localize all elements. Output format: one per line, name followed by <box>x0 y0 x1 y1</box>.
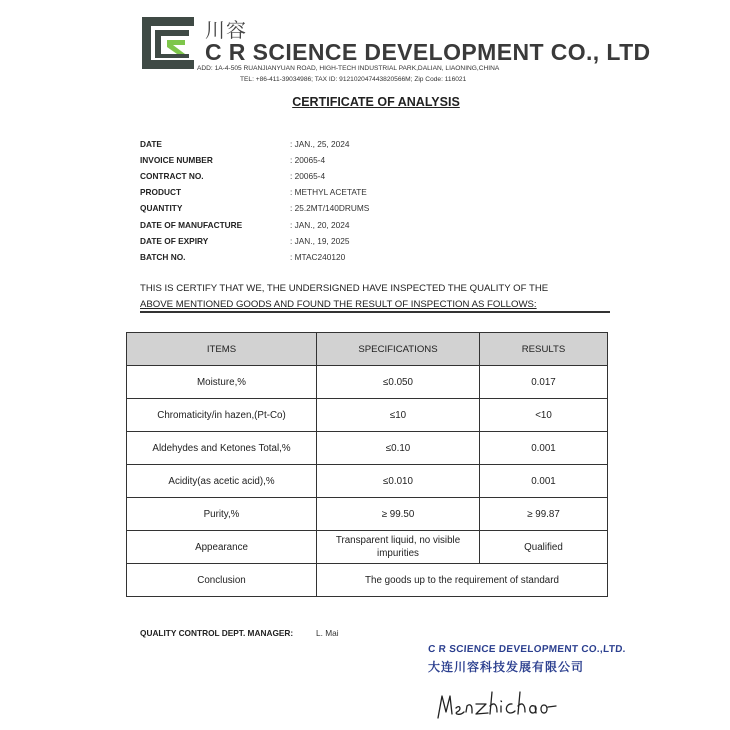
handwritten-signature <box>434 684 564 724</box>
item-cell: Aldehydes and Ketones Total,% <box>127 432 317 465</box>
info-value: : JAN., 20, 2024 <box>290 220 350 230</box>
qc-manager-label: QUALITY CONTROL DEPT. MANAGER: <box>140 628 294 638</box>
info-value: : MTAC240120 <box>290 252 346 262</box>
qc-manager-name: L. Mai <box>316 628 339 638</box>
column-header-items: ITEMS <box>127 333 317 366</box>
info-value: : 25.2MT/140DRUMS <box>290 203 370 213</box>
company-stamp-chinese: 大连川容科技发展有限公司 <box>428 660 585 674</box>
spec-cell: Transparent liquid, no visible impurities <box>317 531 480 564</box>
info-value: : 20065-4 <box>290 171 326 181</box>
result-cell: 0.001 <box>480 432 608 465</box>
item-cell: Acidity(as acetic acid),% <box>127 465 317 498</box>
info-value: : JAN., 25, 2024 <box>290 139 350 149</box>
conclusion-label: Conclusion <box>127 564 317 597</box>
company-logo <box>139 14 197 72</box>
certify-statement-line1: THIS IS CERTIFY THAT WE, THE UNDERSIGNED HAVE INSPECTED THE QUALITY OF THE <box>140 283 549 294</box>
info-label: PRODUCT <box>140 187 182 197</box>
conclusion-text: The goods up to the requirement of standard <box>317 564 608 597</box>
result-cell: <10 <box>480 399 608 432</box>
info-label: DATE OF MANUFACTURE <box>140 220 243 230</box>
info-label: QUANTITY <box>140 203 183 213</box>
table-header-row <box>127 333 608 366</box>
table-row <box>127 465 608 498</box>
divider <box>140 311 610 313</box>
info-label: CONTRACT NO. <box>140 171 204 181</box>
info-value: : METHYL ACETATE <box>290 187 367 197</box>
info-value: : JAN., 19, 2025 <box>290 236 350 246</box>
company-name: C R SCIENCE DEVELOPMENT CO., LTD <box>205 39 651 65</box>
company-contact: TEL: +86-411-39034986; TAX ID: 912102047443820566M; Zip Code: 116021 <box>240 76 467 83</box>
document-title: CERTIFICATE OF ANALYSIS <box>292 95 460 109</box>
info-value: : 20065-4 <box>290 155 326 165</box>
spec-cell: ≤0.010 <box>317 465 480 498</box>
spec-cell: ≥ 99.50 <box>317 498 480 531</box>
spec-cell: ≤10 <box>317 399 480 432</box>
spec-cell: ≤0.050 <box>317 366 480 399</box>
item-cell: Purity,% <box>127 498 317 531</box>
spec-cell: ≤0.10 <box>317 432 480 465</box>
item-cell: Chromaticity/in hazen,(Pt-Co) <box>127 399 317 432</box>
result-cell: 0.017 <box>480 366 608 399</box>
conclusion-row <box>127 564 608 597</box>
table-row <box>127 531 608 564</box>
result-cell: ≥ 99.87 <box>480 498 608 531</box>
certify-statement-line2: ABOVE MENTIONED GOODS AND FOUND THE RESULT OF INSPECTION AS FOLLOWS: <box>140 299 537 310</box>
item-cell: Appearance <box>127 531 317 564</box>
column-header-results: RESULTS <box>480 333 608 366</box>
info-label: DATE <box>140 139 162 149</box>
info-label: INVOICE NUMBER <box>140 155 213 165</box>
table-row <box>127 432 608 465</box>
item-cell: Moisture,% <box>127 366 317 399</box>
company-address: ADD: 1A-4-505 RUANJIANYUAN ROAD, HIGH-TECH INDUSTRIAL PARK,DALIAN, LIAONING,CHINA <box>197 65 500 72</box>
info-label: DATE OF EXPIRY <box>140 236 209 246</box>
column-header-specifications: SPECIFICATIONS <box>317 333 480 366</box>
company-stamp-english: C R SCIENCE DEVELOPMENT CO.,LTD. <box>427 644 627 655</box>
analysis-table <box>126 332 608 597</box>
table-row <box>127 366 608 399</box>
table-row <box>127 498 608 531</box>
company-chinese-name: 川容 <box>205 20 247 42</box>
table-row <box>127 399 608 432</box>
info-label: BATCH NO. <box>140 252 186 262</box>
result-cell: 0.001 <box>480 465 608 498</box>
result-cell: Qualified <box>480 531 608 564</box>
